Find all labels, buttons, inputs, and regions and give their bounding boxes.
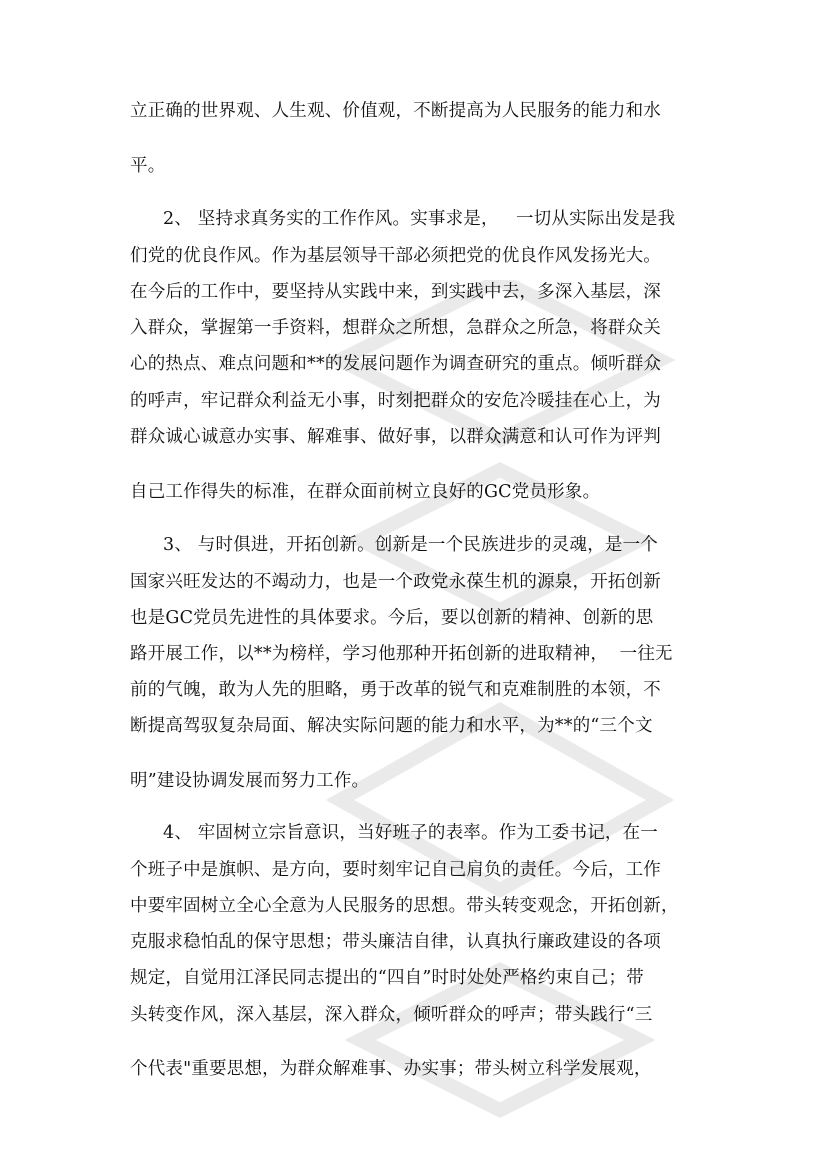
text-line-11: 3、 与时俱进，开拓创新。创新是一个民族进步的灵魂，是一个 <box>163 535 658 555</box>
text-line-17: 明”建设协调发展而努力工作。 <box>130 771 370 791</box>
text-line-1: 立正确的世界观、人生观、价值观，不断提高为人民服务的能力和水 <box>130 101 661 121</box>
text-line-20: 中要牢固树立全心全意为人民服务的思想。带头转变观念，开拓创新， <box>130 896 679 916</box>
text-line-2: 平。 <box>130 156 166 176</box>
text-line-22: 规定，自觉用江泽民同志提出的“四自”时时处处严格约束自己；带 <box>130 968 644 988</box>
text-line-21: 克服求稳怕乱的保守思想；带头廉洁自律，认真执行廉政建设的各项 <box>130 932 661 952</box>
text-line-18: 4、 牢固树立宗旨意识，当好班子的表率。作为工委书记，在一 <box>163 823 658 843</box>
text-line-12: 国家兴旺发达的不竭动力，也是一个政党永葆生机的源泉，开拓创新 <box>130 572 661 592</box>
text-line-19: 个班子中是旗帜、是方向，要时刻牢记自己肩负的责任。今后，工作 <box>130 860 661 880</box>
text-line-10: 自己工作得失的标准，在群众面前树立良好的GC党员形象。 <box>130 482 601 502</box>
text-line-6: 入群众，掌握第一手资料，想群众之所想，急群众之所急，将群众关 <box>130 318 661 338</box>
text-line-7: 心的热点、难点问题和**的发展问题作为调查研究的重点。倾听群众 <box>130 354 662 374</box>
text-line-3: 2、 坚持求真务实的工作作风。实事求是， 一切从实际出发是我 <box>163 209 676 229</box>
text-line-8: 的呼声，牢记群众利益无小事，时刻把群众的安危冷暖挂在心上，为 <box>130 391 661 411</box>
text-line-4: 们党的优良作风。作为基层领导干部必须把党的优良作风发扬光大。 <box>130 246 661 266</box>
text-line-14: 路开展工作，以**为榜样，学习他那种开拓创新的进取精神， 一往无 <box>130 644 673 664</box>
text-line-15: 前的气魄，敢为人先的胆略，勇于改革的锐气和克难制胜的本领，不 <box>130 680 661 700</box>
text-line-13: 也是GC党员先进性的具体要求。今后，要以创新的精神、创新的思 <box>130 608 654 628</box>
text-line-5: 在今后的工作中，要坚持从实践中来，到实践中去，多深入基层，深 <box>130 282 661 302</box>
text-line-24: 个代表"重要思想，为群众解难事、办实事；带头树立科学发展观， <box>130 1059 652 1079</box>
text-line-23: 头转变作风，深入基层，深入群众，倾听群众的呼声；带头践行“三 <box>130 1005 653 1025</box>
text-line-16: 断提高驾驭复杂局面、解决实际问题的能力和水平，为**的“三个文 <box>130 716 653 736</box>
text-line-9: 群众诚心诚意办实事、解难事、做好事，以群众满意和认可作为评判 <box>130 427 661 447</box>
